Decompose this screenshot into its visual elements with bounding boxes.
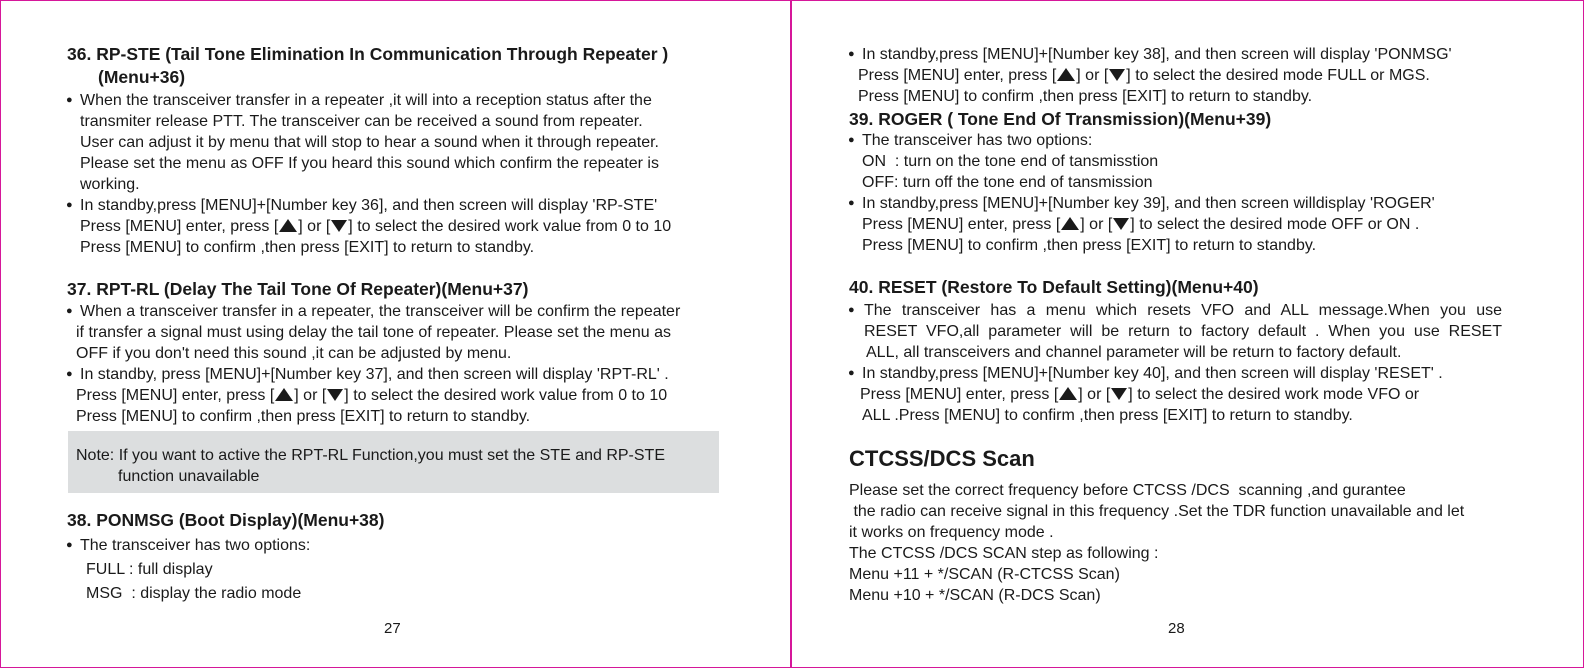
option-line: MSG : display the radio mode — [86, 585, 302, 602]
paragraph-line: Press [MENU] enter, press [ ] or [ ] to select the desired work value from 0 to 10 — [80, 218, 672, 235]
paragraph-line: In standby, press [MENU]+[Number key 37], and then screen will display 'RPT-RL' . — [80, 366, 669, 383]
note-text: function unavailable — [118, 468, 260, 485]
bullet: ● — [848, 134, 855, 146]
paragraph-line: transmiter release PTT. The transceiver can be received a sound from repeater. — [80, 113, 643, 130]
option-line: ON : turn on the tone end of tansmisstion — [862, 153, 1159, 170]
section-36-heading: 36. RP-STE (Tail Tone Elimination In Communication Through Repeater ) — [67, 44, 669, 64]
bullet: ● — [66, 368, 73, 380]
paragraph-line: The transceiver has two options: — [80, 537, 311, 554]
paragraph-line: When a transceiver transfer in a repeater, the transceiver will be confirm the repeater — [80, 303, 681, 320]
paragraph-line: In standby,press [MENU]+[Number key 39], and then screen willdisplay 'ROGER' — [862, 195, 1435, 212]
up-arrow-icon — [1061, 217, 1079, 230]
paragraph-line: In standby,press [MENU]+[Number key 38], and then screen will display 'PONMSG' — [862, 46, 1452, 63]
paragraph-line: ALL .Press [MENU] to confirm ,then press [EXIT] to return to standby. — [862, 407, 1353, 424]
section-36-heading-menu: (Menu+36) — [98, 67, 186, 87]
down-arrow-icon — [1113, 218, 1129, 230]
bullet: ● — [848, 367, 855, 379]
down-arrow-icon — [1109, 69, 1125, 81]
paragraph-line: In standby,press [MENU]+[Number key 36], and then screen will display 'RP-STE' — [80, 197, 658, 214]
paragraph-line: User can adjust it by menu that will stop to hear a sound when it through repeater. — [80, 134, 659, 151]
section-38-heading: 38. PONMSG (Boot Display)(Menu+38) — [67, 510, 385, 530]
option-line: FULL : full display — [86, 561, 213, 578]
paragraph-line: Menu +11 + */SCAN (R-CTCSS Scan) — [849, 566, 1120, 583]
bullet: ● — [66, 94, 73, 106]
paragraph-line: When the transceiver transfer in a repeater ,it will into a reception status after the — [80, 92, 652, 109]
bullet: ● — [66, 305, 73, 317]
paragraph-line: ALL, all transceivers and channel parameter will be return to factory default. — [866, 344, 1402, 361]
paragraph-line: Please set the menu as OFF If you heard this sound which confirm the repeater is — [80, 155, 659, 172]
paragraph-line: Press [MENU] to confirm ,then press [EXIT] to return to standby. — [76, 408, 531, 425]
bullet: ● — [848, 197, 855, 209]
paragraph-line: the radio can receive signal in this frequency .Set the TDR function unavailable and let — [849, 503, 1465, 520]
bullet: ● — [66, 539, 73, 551]
paragraph-line: OFF if you don't need this sound ,it can be adjusted by menu. — [76, 345, 512, 362]
down-arrow-icon — [331, 220, 347, 232]
up-arrow-icon — [279, 219, 297, 232]
paragraph-line: In standby,press [MENU]+[Number key 40], and then screen will display 'RESET' . — [862, 365, 1443, 382]
up-arrow-icon — [275, 388, 293, 401]
paragraph-line: working. — [80, 176, 140, 193]
paragraph-line: Press [MENU] enter, press [ ] or [ ] to select the desired work value from 0 to 10 — [76, 387, 668, 404]
paragraph-line: Menu +10 + */SCAN (R-DCS Scan) — [849, 587, 1101, 604]
section-39-heading: 39. ROGER ( Tone End Of Transmission)(Menu+39) — [849, 109, 1272, 129]
left-page — [0, 0, 790, 668]
paragraph-line: it works on frequency mode . — [849, 524, 1054, 541]
paragraph-line: Press [MENU] to confirm ,then press [EXIT] to return to standby. — [858, 88, 1313, 105]
paragraph-line: The transceiver has two options: — [862, 132, 1093, 149]
paragraph-line: Press [MENU] to confirm ,then press [EXIT] to return to standby. — [80, 239, 535, 256]
paragraph-line: The transceiver has a menu which resets VFO and ALL message.When you use — [864, 302, 1502, 319]
up-arrow-icon — [1059, 387, 1077, 400]
bullet: ● — [848, 48, 855, 60]
bullet: ● — [66, 199, 73, 211]
paragraph-line: Press [MENU] enter, press [ ] or [ ] to select the desired mode FULL or MGS. — [858, 67, 1430, 84]
note-text: Note: If you want to active the RPT-RL Function,you must set the STE and RP-STE — [76, 447, 665, 464]
down-arrow-icon — [327, 389, 343, 401]
right-page — [792, 0, 1584, 668]
section-37-heading: 37. RPT-RL (Delay The Tail Tone Of Repeater)(Menu+37) — [67, 279, 529, 299]
paragraph-line: RESET VFO,all parameter will be return to factory default . When you use RESET — [864, 323, 1502, 340]
down-arrow-icon — [1111, 388, 1127, 400]
page-number: 27 — [384, 620, 401, 637]
paragraph-line: Please set the correct frequency before CTCSS /DCS scanning ,and gurantee — [849, 482, 1406, 499]
up-arrow-icon — [1057, 68, 1075, 81]
scan-heading: CTCSS/DCS Scan — [849, 446, 1035, 471]
bullet: ● — [848, 304, 855, 316]
paragraph-line: if transfer a signal must using delay the tail tone of repeater. Please set the menu as — [76, 324, 672, 341]
paragraph-line: Press [MENU] to confirm ,then press [EXIT] to return to standby. — [862, 237, 1317, 254]
paragraph-line: The CTCSS /DCS SCAN step as following : — [849, 545, 1159, 562]
paragraph-line: Press [MENU] enter, press [ ] or [ ] to select the desired mode OFF or ON . — [862, 216, 1420, 233]
page-number: 28 — [1168, 620, 1185, 637]
option-line: OFF: turn off the tone end of tansmission — [862, 174, 1153, 191]
section-40-heading: 40. RESET (Restore To Default Setting)(Menu+40) — [849, 277, 1259, 297]
paragraph-line: Press [MENU] enter, press [ ] or [ ] to select the desired work mode VFO or — [860, 386, 1420, 403]
